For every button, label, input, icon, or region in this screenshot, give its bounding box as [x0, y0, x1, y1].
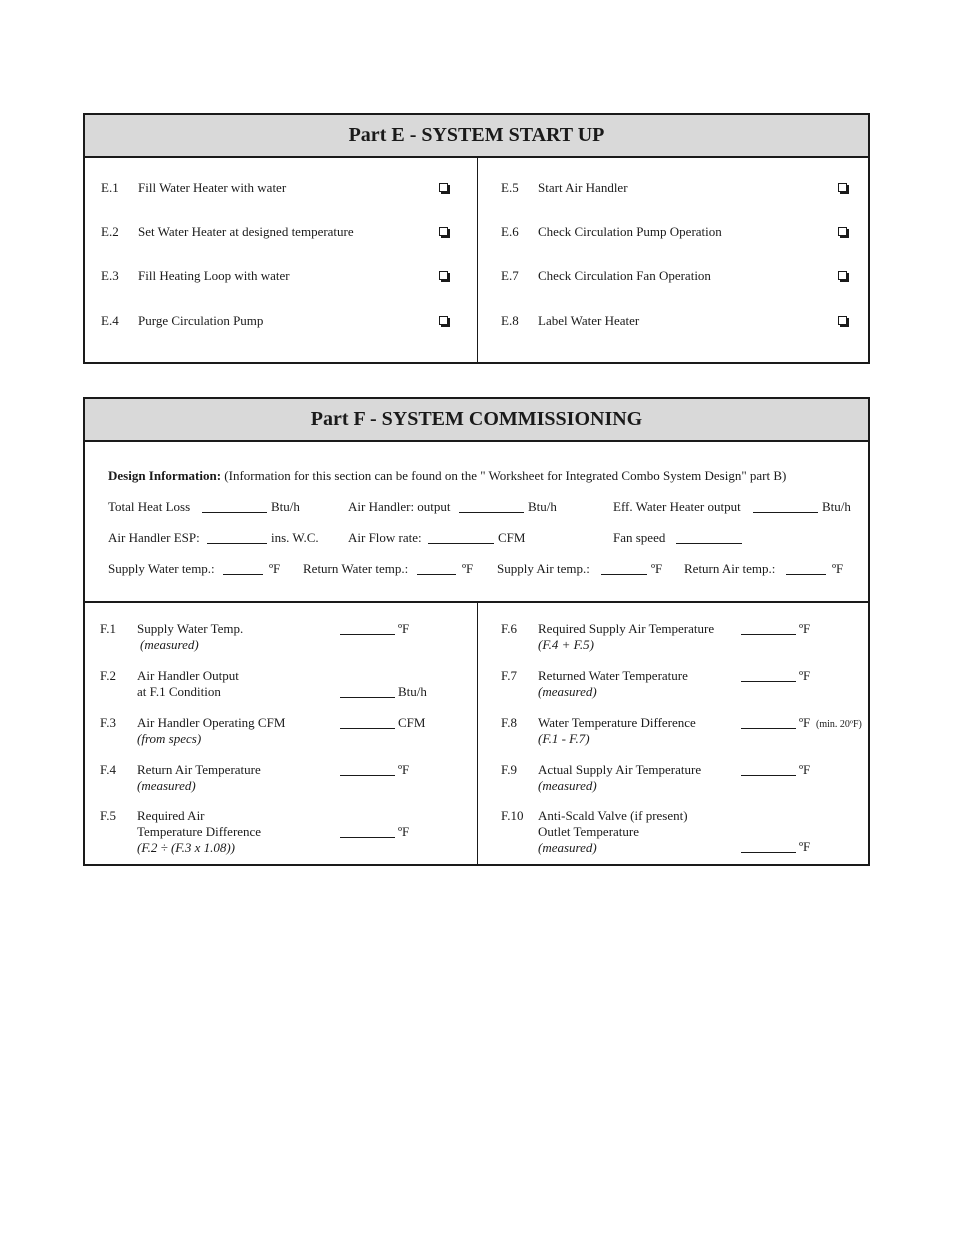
item-code: E.8 [501, 313, 519, 328]
f7-field[interactable] [741, 681, 796, 682]
item-code: F.10 [501, 808, 524, 823]
item-label: Label Water Heater [538, 313, 640, 328]
item-code: E.7 [501, 268, 519, 283]
item-label: Temperature Difference [137, 824, 262, 839]
item-label: Purge Circulation Pump [138, 313, 264, 328]
unit-label: ºF [799, 668, 811, 683]
unit-label: CFM [398, 715, 426, 730]
unit-label: ºF [398, 762, 410, 777]
design-info-heading: Design Information: [108, 468, 222, 483]
item-label: Anti-Scald Valve (if present) [538, 808, 688, 823]
checkbox-e5[interactable] [838, 183, 847, 192]
part-e-divider [477, 158, 478, 362]
f8-field[interactable] [741, 728, 796, 729]
item-code: E.1 [101, 180, 119, 195]
air-flow-rate-label: Air Flow rate: [348, 530, 422, 545]
unit-label: ºF [398, 621, 410, 636]
item-code: F.4 [100, 762, 116, 777]
part-e-title: Part E - SYSTEM START UP [85, 115, 868, 158]
item-label: Return Air Temperature [137, 762, 261, 777]
item-note: (F.2 ÷ (F.3 x 1.08)) [137, 840, 236, 855]
item-note: (from specs) [137, 731, 202, 746]
item-label: Check Circulation Fan Operation [538, 268, 711, 283]
checkbox-e8[interactable] [838, 316, 847, 325]
eff-water-heater-output-label: Eff. Water Heater output [613, 499, 741, 514]
f10-field[interactable] [741, 852, 796, 853]
supply-water-temp-label: Supply Water temp.: [108, 561, 215, 576]
unit-label: ºF [799, 621, 811, 636]
item-label: Actual Supply Air Temperature [538, 762, 702, 777]
checkbox-e6[interactable] [838, 227, 847, 236]
item-code: E.2 [101, 224, 119, 239]
item-code: F.6 [501, 621, 517, 636]
supply-water-temp-field[interactable] [223, 574, 263, 575]
item-label: Check Circulation Pump Operation [538, 224, 722, 239]
item-code: F.3 [100, 715, 116, 730]
return-air-temp-label: Return Air temp.: [684, 561, 776, 576]
eff-water-heater-output-field[interactable] [753, 512, 818, 513]
return-air-temp-field[interactable] [786, 574, 826, 575]
return-water-temp-field[interactable] [417, 574, 456, 575]
item-code: F.9 [501, 762, 517, 777]
design-info-note: (Information for this section can be found on the " Worksheet for Integrated Combo System Design" part B) [224, 468, 787, 483]
item-code: F.1 [100, 621, 116, 636]
item-label: Start Air Handler [538, 180, 628, 195]
item-label: Supply Water Temp. [137, 621, 244, 636]
total-heat-loss-field[interactable] [202, 512, 267, 513]
item-note: (measured) [538, 778, 597, 793]
part-f-divider-vertical [477, 603, 478, 864]
total-heat-loss-label: Total Heat Loss [108, 499, 191, 514]
unit-label: ºF [799, 715, 811, 730]
item-code: E.3 [101, 268, 119, 283]
item-code: F.7 [501, 668, 517, 683]
checkbox-e4[interactable] [439, 316, 448, 325]
item-note: (F.4 + F.5) [538, 637, 594, 652]
item-code: F.2 [100, 668, 116, 683]
item-label: Water Temperature Difference [538, 715, 696, 730]
unit-label: ºF [799, 839, 811, 854]
air-handler-output-label: Air Handler: output [348, 499, 451, 514]
supply-air-temp-label: Supply Air temp.: [497, 561, 590, 576]
item-label: Fill Heating Loop with water [138, 268, 290, 283]
unit-label: ºF [269, 561, 281, 576]
item-code: F.8 [501, 715, 517, 730]
air-handler-esp-label: Air Handler ESP: [108, 530, 200, 545]
item-note: (F.1 - F.7) [538, 731, 590, 746]
item-code: E.5 [501, 180, 519, 195]
min-temp-note: (min. 20ºF) [816, 719, 862, 730]
item-label: Returned Water Temperature [538, 668, 688, 683]
f5-field[interactable] [340, 837, 395, 838]
unit-label: ºF [398, 824, 410, 839]
item-label: Air Handler Output [137, 668, 239, 683]
unit-label: Btu/h [822, 499, 851, 514]
item-label: Required Air [137, 808, 205, 823]
item-label: Fill Water Heater with water [138, 180, 287, 195]
return-water-temp-label: Return Water temp.: [303, 561, 409, 576]
item-note: (measured) [137, 778, 196, 793]
f1-field[interactable] [340, 634, 395, 635]
item-note: (measured) [538, 840, 597, 855]
fan-speed-label: Fan speed [613, 530, 666, 545]
air-handler-esp-field[interactable] [207, 543, 267, 544]
f3-field[interactable] [340, 728, 395, 729]
checkbox-e3[interactable] [439, 271, 448, 280]
item-code: F.5 [100, 808, 116, 823]
f2-field[interactable] [340, 697, 395, 698]
supply-air-temp-field[interactable] [601, 574, 647, 575]
item-label: Air Handler Operating CFM [137, 715, 286, 730]
air-flow-rate-field[interactable] [428, 543, 494, 544]
air-handler-output-field[interactable] [459, 512, 524, 513]
item-label: Required Supply Air Temperature [538, 621, 715, 636]
checkbox-e1[interactable] [439, 183, 448, 192]
f6-field[interactable] [741, 634, 796, 635]
unit-label: ºF [462, 561, 474, 576]
fan-speed-field[interactable] [676, 543, 742, 544]
item-code: E.6 [501, 224, 519, 239]
unit-label: Btu/h [398, 684, 427, 699]
unit-label: Btu/h [528, 499, 557, 514]
unit-label: ins. W.C. [271, 530, 319, 545]
item-label: Outlet Temperature [538, 824, 640, 839]
part-f-title: Part F - SYSTEM COMMISSIONING [85, 399, 868, 442]
item-label: Set Water Heater at designed temperature [138, 224, 354, 239]
item-note: (measured) [538, 684, 597, 699]
part-f-section [83, 397, 870, 866]
checkbox-e7[interactable] [838, 271, 847, 280]
design-info-line [108, 468, 786, 484]
unit-label: CFM [498, 530, 526, 545]
unit-label: ºF [651, 561, 663, 576]
f4-field[interactable] [340, 775, 395, 776]
unit-label: ºF [832, 561, 844, 576]
item-note: (measured) [140, 637, 199, 652]
f9-field[interactable] [741, 775, 796, 776]
unit-label: Btu/h [271, 499, 300, 514]
item-code: E.4 [101, 313, 119, 328]
item-label: at F.1 Condition [137, 684, 221, 699]
unit-label: ºF [799, 762, 811, 777]
checkbox-e2[interactable] [439, 227, 448, 236]
part-e-section [83, 113, 870, 364]
